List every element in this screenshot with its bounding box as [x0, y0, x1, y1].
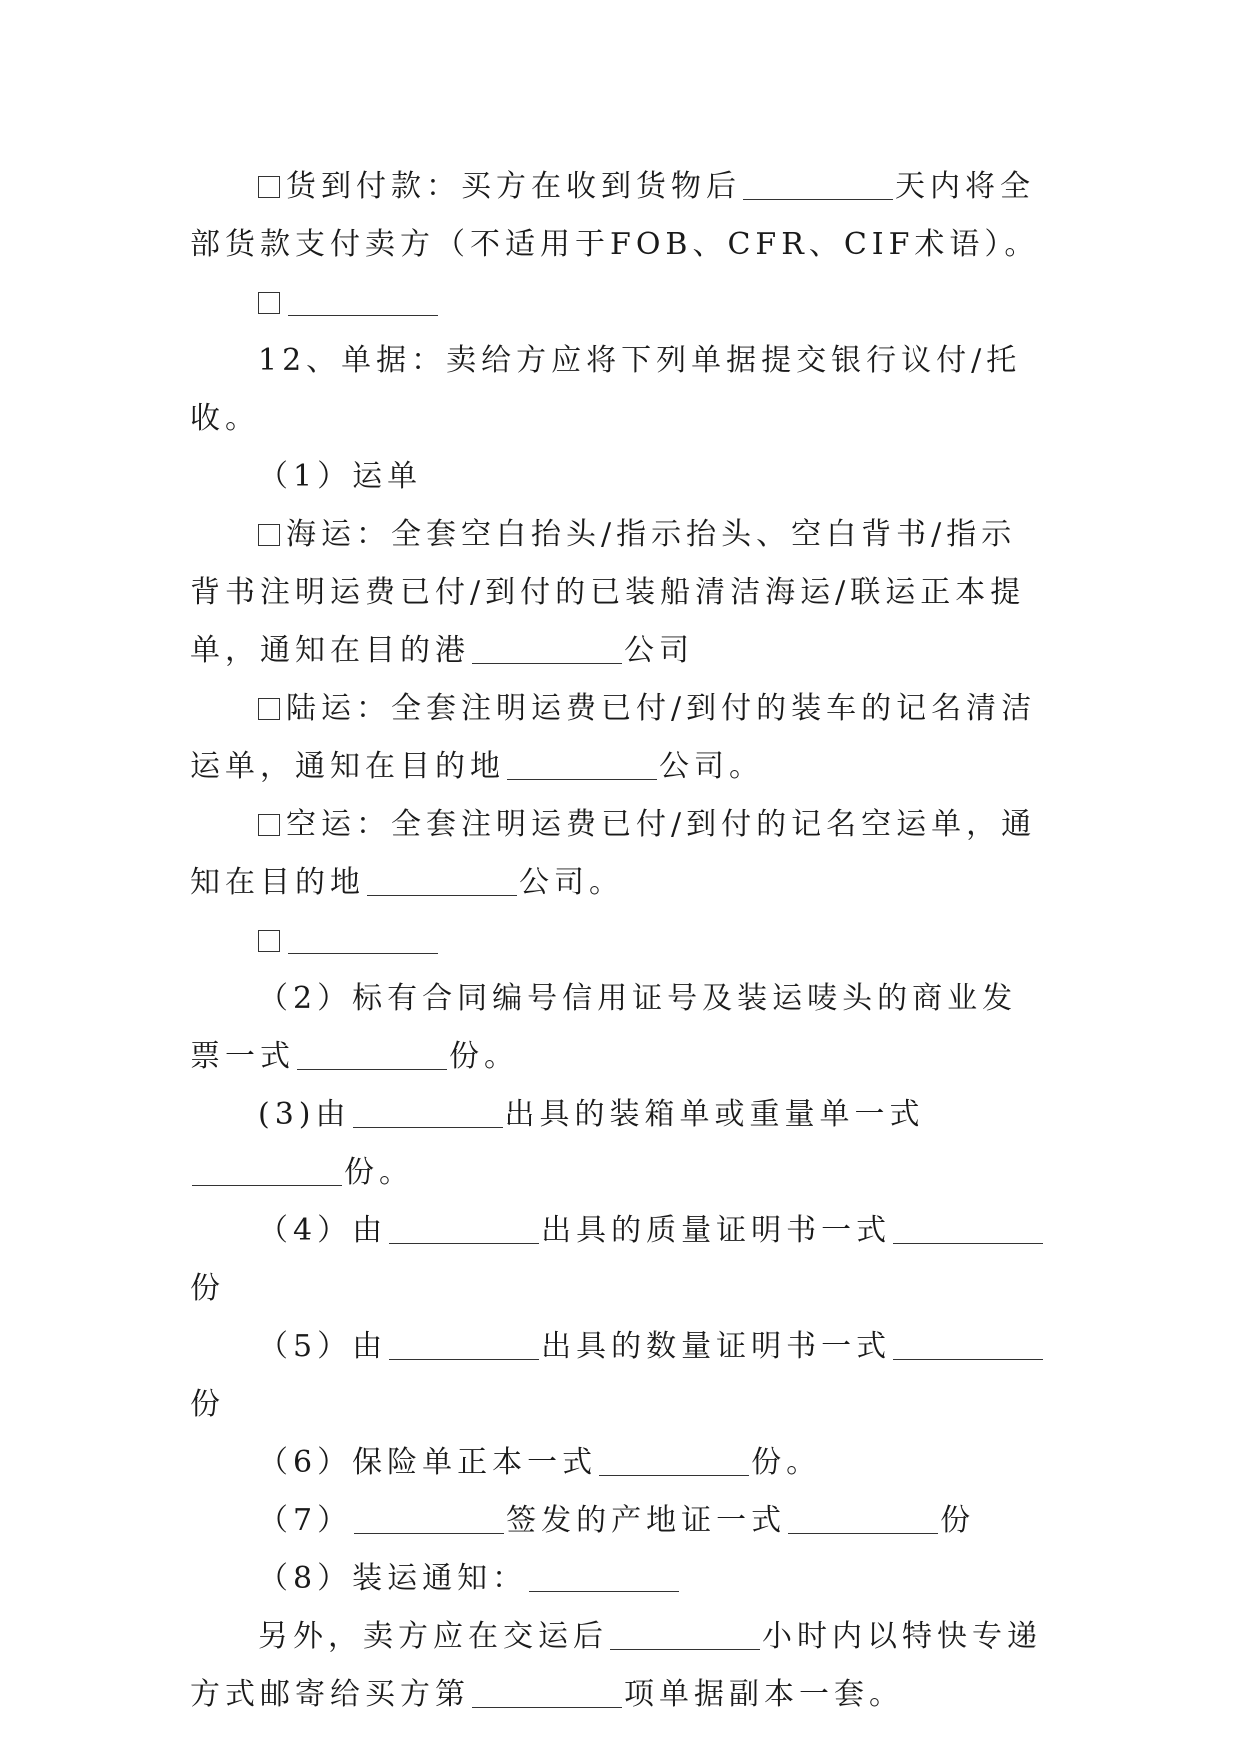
shipping-notice-clause [190, 1550, 1050, 1608]
blank-field[interactable] [893, 1329, 1043, 1360]
quantity-certificate-clause [190, 1318, 1050, 1434]
text: 签发的产地证一式 [506, 1503, 787, 1538]
other-payment-option [190, 274, 1050, 332]
text: 货到付款：买方在收到货物后 [286, 169, 741, 204]
text: 份 [940, 1503, 976, 1538]
blank-field[interactable] [788, 1503, 938, 1534]
quality-certificate-clause [190, 1202, 1050, 1318]
other-transport-option [190, 912, 1050, 970]
text: 海运：全套空白抬头/指示抬头、空白背书/指示背书注明运费已付/到付的已装船清洁海运/联运正本提单，通知在目的港 [190, 517, 1026, 668]
text: 份。 [751, 1445, 822, 1480]
blank-field[interactable] [354, 1503, 504, 1534]
text: 份。 [344, 1155, 414, 1190]
text: 出具的质量证明书一式 [541, 1213, 892, 1248]
blank-field[interactable] [192, 1155, 342, 1186]
courier-clause [190, 1608, 1050, 1724]
text: 天内将全部货款支付卖方（不适用于FOB、CFR、CIF术语）。 [190, 169, 1040, 262]
packing-list-clause [190, 1086, 1050, 1202]
blank-field[interactable] [529, 1561, 679, 1592]
contract-text [190, 158, 1050, 1724]
checkbox[interactable] [258, 292, 280, 314]
air-transport-clause [190, 796, 1050, 912]
payment-on-delivery-clause [190, 158, 1050, 274]
text: 份。 [449, 1039, 519, 1074]
text: （6）保险单正本一式 [258, 1445, 598, 1480]
blank-field[interactable] [893, 1213, 1043, 1244]
insurance-policy-clause [190, 1434, 1050, 1492]
text: 项单据副本一套。 [624, 1677, 904, 1712]
blank-field[interactable] [507, 749, 657, 780]
blank-field[interactable] [389, 1329, 539, 1360]
documents-heading: 12、单据：卖给方应将下列单据提交银行议付/托收。 [190, 343, 1022, 436]
text: 公司。 [659, 749, 764, 784]
text: 公司。 [519, 865, 624, 900]
blank-field[interactable] [610, 1619, 760, 1650]
transport-documents-heading: （1）运单 [258, 459, 423, 494]
blank-field[interactable] [472, 633, 622, 664]
blank-field[interactable] [472, 1677, 622, 1708]
checkbox[interactable] [258, 524, 280, 546]
text: 出具的数量证明书一式 [541, 1329, 892, 1364]
blank-field[interactable] [353, 1097, 503, 1128]
text: 陆运：全套注明运费已付/到付的装车的记名清洁运单，通知在目的地 [190, 691, 1037, 784]
checkbox[interactable] [258, 176, 280, 198]
text: （5）由 [258, 1329, 388, 1364]
blank-field[interactable] [743, 169, 893, 200]
checkbox[interactable] [258, 814, 280, 836]
text: （7） [258, 1503, 353, 1538]
checkbox[interactable] [258, 930, 280, 952]
sea-transport-clause [190, 506, 1050, 680]
blank-field[interactable] [288, 923, 438, 954]
text: 份 [190, 1387, 225, 1422]
blank-field[interactable] [367, 865, 517, 896]
blank-field[interactable] [297, 1039, 447, 1070]
text: 另外，卖方应在交运后 [258, 1619, 608, 1654]
certificate-of-origin-clause [190, 1492, 1050, 1550]
text: 空运：全套注明运费已付/到付的记名空运单，通知在目的地 [190, 807, 1037, 900]
land-transport-clause [190, 680, 1050, 796]
commercial-invoice-clause [190, 970, 1050, 1086]
blank-field[interactable] [389, 1213, 539, 1244]
text: (3)由 [258, 1097, 351, 1132]
text: 出具的装箱单或重量单一式 [504, 1097, 925, 1132]
blank-field[interactable] [599, 1445, 749, 1476]
text: （4）由 [258, 1213, 388, 1248]
text: （2）标有合同编号信用证号及装运唛头的商业发票一式 [190, 981, 1018, 1074]
blank-field[interactable] [288, 285, 438, 316]
text: 公司 [624, 633, 694, 668]
text: 小时内以特快专递方式邮寄给买方第 [190, 1619, 1042, 1712]
text: （8）装运通知： [258, 1561, 528, 1596]
checkbox[interactable] [258, 698, 280, 720]
text: 份 [190, 1271, 225, 1306]
